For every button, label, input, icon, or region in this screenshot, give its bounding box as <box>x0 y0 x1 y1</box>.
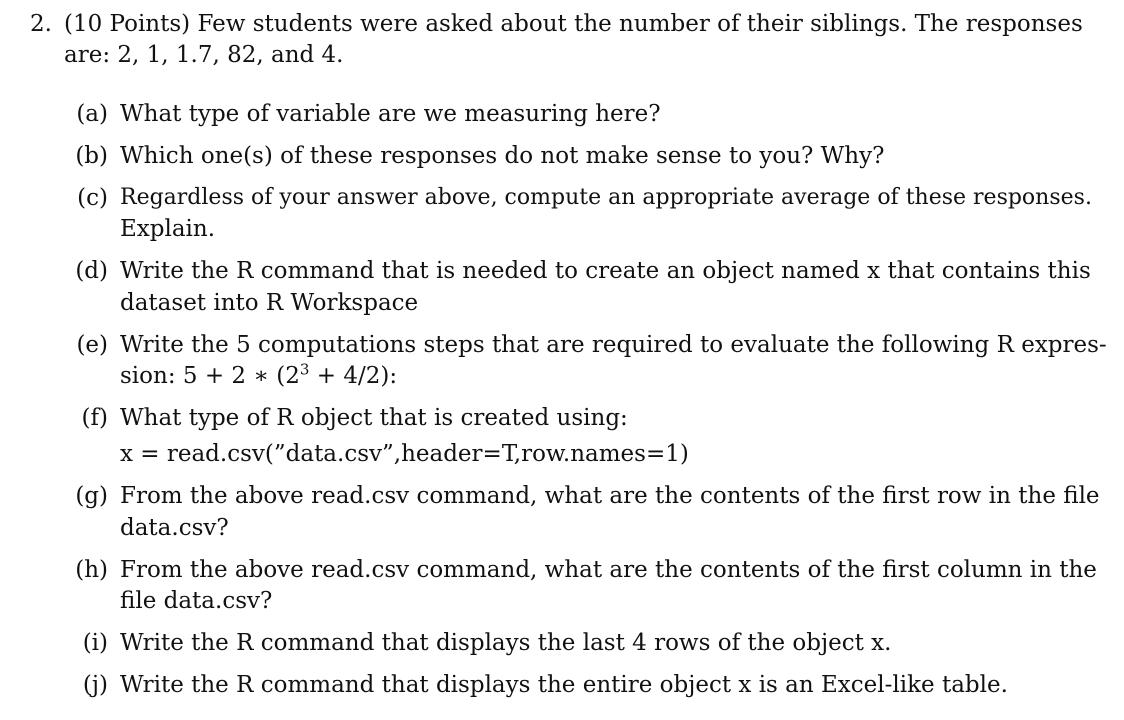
part-e-text-line-1: Write the 5 computations steps that are required to evaluate the following R expres- <box>120 332 1107 358</box>
part-j-label: (j) <box>82 672 108 698</box>
part-e-expression <box>120 362 397 390</box>
question-intro-line-2: are: 2, 1, 1.7, 82, and 4. <box>64 42 344 68</box>
part-d-text-line-2: dataset into R Workspace <box>120 290 419 316</box>
part-c-text-line-2: Explain. <box>120 216 216 242</box>
part-b-label: (b) <box>75 143 108 169</box>
part-h-text-line-2: file data.csv? <box>120 588 273 614</box>
part-g-text-line-1: From the above read.csv command, what are the contents of the first row in the file <box>120 483 1100 509</box>
part-d-text-line-1: Write the R command that is needed to create an object named x that contains this <box>120 258 1091 284</box>
part-f-text-line-1: What type of R object that is created using: <box>120 405 628 431</box>
part-g-text-line-2: data.csv? <box>120 515 229 541</box>
part-f-code: x = read.csv(”data.csv”,header=T,row.names=1) <box>120 441 689 467</box>
part-a-label: (a) <box>76 101 108 127</box>
part-a-text: What type of variable are we measuring here? <box>120 101 661 127</box>
part-c-label: (c) <box>77 185 108 211</box>
part-i-text: Write the R command that displays the last 4 rows of the object x. <box>120 630 892 656</box>
part-e-expression-prefix: sion: 5 + 2 ∗ (2 <box>120 363 300 389</box>
part-i-label: (i) <box>82 630 108 656</box>
question-number: 2. <box>30 11 52 37</box>
part-d-label: (d) <box>75 258 108 284</box>
part-e-exponent: 3 <box>299 360 310 379</box>
part-e-label: (e) <box>76 332 108 358</box>
part-g-label: (g) <box>75 483 108 509</box>
part-h-label: (h) <box>75 557 108 583</box>
part-h-text-line-1: From the above read.csv command, what are the contents of the first column in the <box>120 557 1097 583</box>
part-b-text: Which one(s) of these responses do not make sense to you? Why? <box>120 143 885 169</box>
question-intro-line-1: (10 Points) Few students were asked about the number of their siblings. The responses <box>64 11 1083 37</box>
part-j-text: Write the R command that displays the entire object x is an Excel-like table. <box>120 672 1008 698</box>
part-c-text-line-1: Regardless of your answer above, compute an appropriate average of these responses. <box>120 185 1092 210</box>
part-e-expression-suffix: + 4/2): <box>309 363 398 389</box>
part-f-label: (f) <box>81 405 108 431</box>
